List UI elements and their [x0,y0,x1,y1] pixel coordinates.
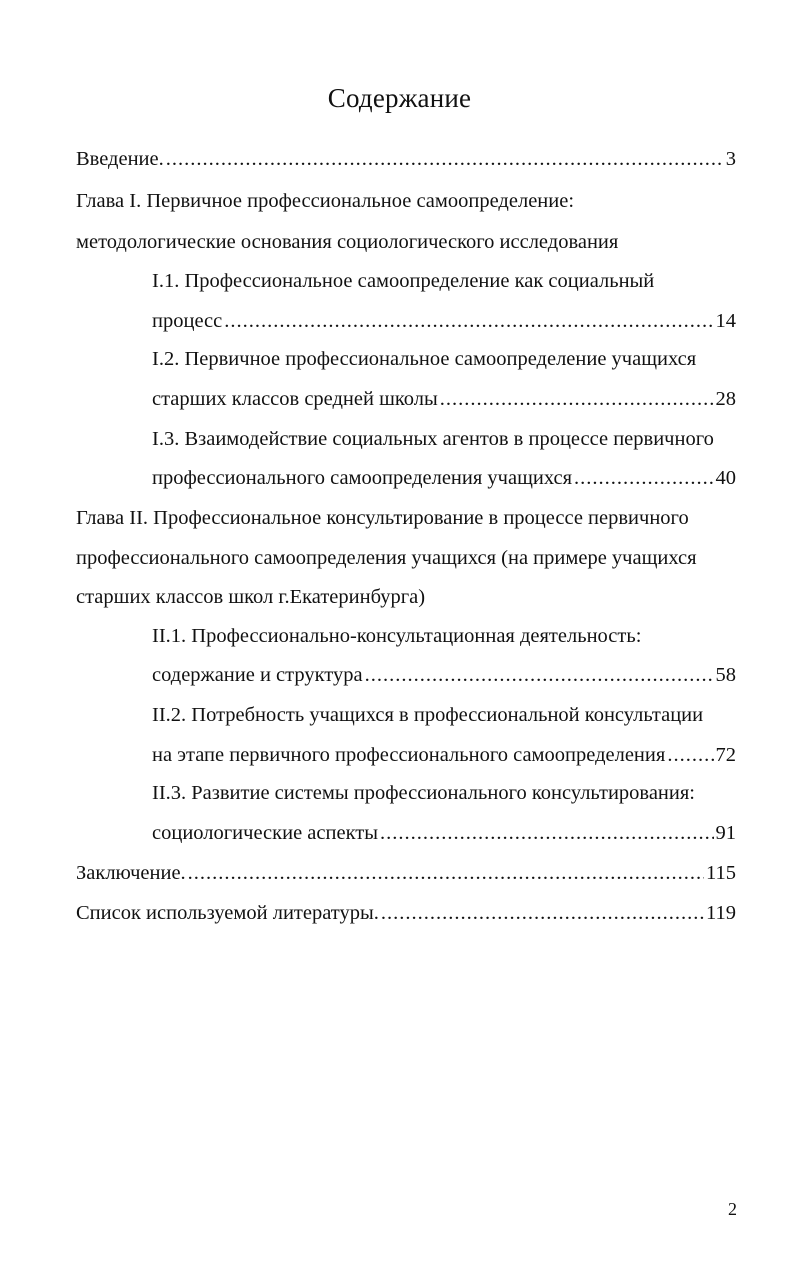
toc-page-ref: 40 [715,467,736,489]
toc-entry-label: Введение. [76,148,164,170]
toc-entry-section-1-2 [152,386,736,412]
toc-page-ref: 14 [715,310,736,332]
toc-entry-label: на этапе первичного профессионального самоопределения [152,744,666,766]
toc-entry-label: Заключение. [76,862,186,884]
dot-leader [224,308,713,334]
toc-page-ref: 91 [715,822,736,844]
chapter-1-heading-cont: методологические основания социологического исследования [76,231,619,253]
toc-page-ref: 72 [715,744,736,766]
toc-entry-section-2-2 [152,742,736,768]
page-title: Содержание [327,83,472,113]
toc-entry-label: Список используемой литературы. [76,902,379,924]
section-2-2-heading: II.2. Потребность учащихся в профессиональной консультации [152,704,704,726]
toc-entry-intro [76,146,736,172]
section-1-1-heading: I.1. Профессиональное самоопределение как социальный [152,270,655,292]
section-1-2-heading: I.2. Первичное профессиональное самоопределение учащихся [152,348,697,370]
toc-entry-section-2-3 [152,820,736,846]
page-number: 2 [728,1199,737,1219]
toc-entry-label: социологические аспекты [152,822,378,844]
section-2-3-heading: II.3. Развитие системы профессионального консультирования: [152,782,695,804]
toc-entry-references [76,900,736,926]
dot-leader [166,146,724,172]
toc-page-ref: 115 [706,862,736,884]
chapter-1-heading: Глава I. Первичное профессиональное самоопределение: [76,190,575,212]
toc-entry-label: профессионального самоопределения учащихся [152,467,573,489]
toc-entry-label: старших классов средней школы [152,388,438,410]
dot-leader [440,386,714,412]
section-1-3-heading: I.3. Взаимодействие социальных агентов в процессе первичного [152,428,714,450]
dot-leader [188,860,704,886]
toc-entry-section-1-1 [152,308,736,334]
toc-entry-label: процесс [152,310,223,332]
toc-page-ref: 119 [706,902,736,924]
chapter-2-heading: Глава II. Профессиональное консультирование в процессе первичного [76,507,689,529]
dot-leader [381,900,704,926]
chapter-2-heading-cont-2: старших классов школ г.Екатеринбурга) [76,586,426,608]
toc-page-ref: 58 [715,664,736,686]
toc-entry-label: содержание и структура [152,664,363,686]
dot-leader [667,742,713,768]
dot-leader [574,465,713,491]
toc-page-ref: 28 [715,388,736,410]
dot-leader [365,662,714,688]
dot-leader [380,820,714,846]
toc-entry-section-2-1 [152,662,736,688]
toc-entry-conclusion [76,860,736,886]
toc-page-ref: 3 [725,148,736,170]
toc-entry-section-1-3 [152,465,736,491]
section-2-1-heading: II.1. Профессионально-консультационная деятельность: [152,625,642,647]
chapter-2-heading-cont: профессионального самоопределения учащихся (на примере учащихся [76,547,697,569]
